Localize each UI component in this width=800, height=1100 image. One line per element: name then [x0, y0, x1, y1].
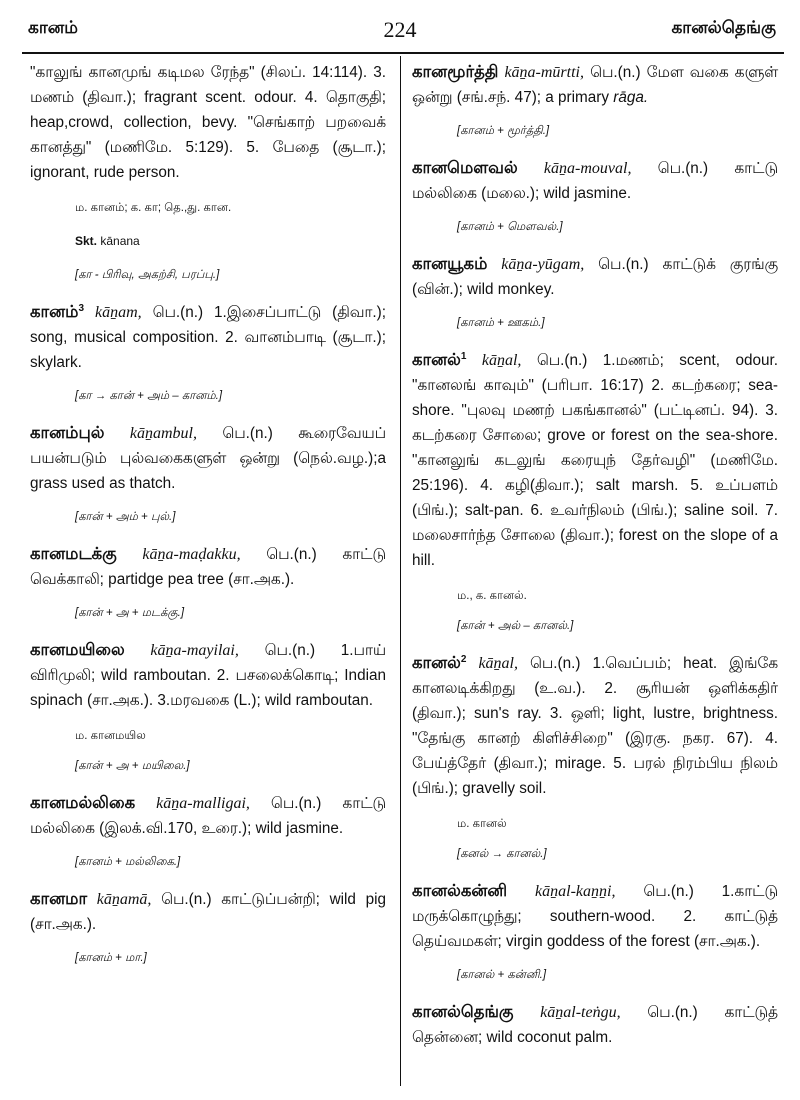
etymology: [கானம் + மௌவல்.] — [457, 221, 563, 233]
headword: கானம் — [30, 303, 79, 321]
etymology: [கானம் + மல்லிகை.] — [75, 856, 181, 868]
transliteration: kāṉa-mayilai, — [150, 642, 239, 659]
transliteration: kāṉambul, — [129, 425, 197, 442]
transliteration: kāṉamā, — [96, 891, 152, 908]
headword: கானல்தெங்கு — [412, 1003, 514, 1021]
transliteration: kāṉa-maḍakku, — [142, 546, 241, 563]
entry-body: பெ.(n.) காட்டு மல்லிகை (இலக்.வி.170, உரை.); wild jasmine. — [30, 795, 387, 837]
entry-kanamalligai — [30, 791, 386, 841]
entry-body: பெ.(n.) காட்டுக் குரங்கு (வின்.); wild monkey. — [412, 256, 779, 298]
cognates: ம. கானல் — [457, 818, 507, 830]
left-column — [30, 60, 386, 983]
entry-body: பெ.(n.) 1.காட்டு மருக்கொழுந்து; southern-wood. 2. காட்டுத் தெய்வமகள்; virgin goddess of the forest (சா.அக.). — [412, 883, 779, 950]
entry-body: பெ.(n.) 1.மணம்; scent, odour. "கானலங் காவும்" (பரிபா. 16:17) 2. கடற்கரை; sea-shore. "புலவு மணற் பகங்கானல்" (பட்டினப். 94). 3. கடற்கரை சோலை; grove or forest on the sea-shore. "கானலுங் கடலுங் கரையுந் தேர்வழி" (மணிமே. 25:196). 4. கழி(திவா.); salt marsh. 5. உப்பளம் (பிங்.); salt-pan. 6. உவர்நிலம் (பிங்.); saline soil. 7. மலைசார்ந்த சோலை (திவா.); forest on the slope of a hill. — [412, 352, 778, 569]
entry-body: பெ.(n.) காட்டு வெக்காலி; partidge pea tree (சா.அக.). — [30, 546, 387, 588]
cognates: ம. கானமயில — [75, 730, 146, 742]
entry-body: பெ.(n.) 1.வெப்பம்; heat. இங்கே கானலடிக்கிறது (உ.வ.). 2. சூரியன் ஒளிக்கதிர் (திவா.); sun's ray. 3. ஒளி; light, lustre, brightness. "தேங்கு கானற் கிளிச்சிறை" (இரகு. நகர. 67). 4. பேய்த்தேர் (திவா.); mirage. 5. பரல் நிரம்பிய நிலம் (பிங்.); gravelly soil. — [412, 655, 779, 797]
cognates: ம. கானம்; க. கா; தெ.,து. கான. — [75, 202, 232, 214]
etymology: [கா - பிரிவு, அகற்சி, பரப்பு.] — [75, 269, 220, 281]
skt-word: kānana — [100, 234, 140, 248]
transliteration: kāṉal, — [478, 655, 518, 672]
entry-body: பெ.(n.) கூரைவேயப் பயன்படும் புல்வகைகளுள் ஒன்று (நெல்.வழ.);a grass used as thatch. — [30, 425, 387, 492]
homonym-number: 3 — [78, 302, 85, 314]
entry-kanayugam — [412, 252, 778, 302]
entry-kanal-2 — [412, 651, 778, 801]
entry-body: பெ.(n.) 1.பாய் விரிமுலி; wild ramboutan. 2. பசலைக்கொடி; Indian spinach (சா.அக.). 3.மரவகை (L.); wild ramboutan. — [30, 642, 387, 709]
transliteration: kāṉam, — [94, 304, 142, 321]
raga-term: rāga. — [613, 89, 649, 106]
transliteration: kāṉa-yūgam, — [501, 256, 585, 273]
entry-kanamouval — [412, 156, 778, 206]
right-column — [412, 60, 778, 1058]
headword: கானயூகம் — [412, 255, 488, 273]
sanskrit-note — [75, 229, 386, 254]
etymology: [கனல் → கானல்.] — [457, 848, 547, 860]
entry-kanambul — [30, 421, 386, 496]
headword: கானல் — [412, 654, 461, 672]
headword: கானமடக்கு — [30, 545, 117, 563]
header-guide-word-left: கானம் — [28, 18, 78, 37]
headword: கானமூர்த்தி — [412, 63, 499, 81]
entry-body: "காலுங் கானமுங் கடிமல ரேந்த" (சிலப். 14:114). 3. மணம் (திவா.); fragrant scent. odour. 4. தொகுதி; heap,crowd, collection, bevy. "செங்காற் பறவைக் கானத்து" (மணிமே. 5:129). 5. பேதை (சூடா.); ignorant, rude person. — [30, 64, 386, 181]
etymology: [கானம் + ஊகம்.] — [457, 317, 545, 329]
header-guide-word-right: கானல்தெங்கு — [671, 18, 776, 37]
transliteration: kāṉa-mouval, — [543, 160, 632, 177]
page-number: 224 — [383, 17, 417, 42]
entry-body: பெ.(n.) 1.இசைப்பாட்டு (திவா.); song, musical composition. 2. வானம்பாடி (சூடா.); skylark. — [30, 304, 386, 371]
header-rule — [22, 52, 784, 54]
column-divider — [400, 56, 401, 1086]
entry-kanalkanni — [412, 879, 778, 954]
etymology: [கானல் + கன்னி.] — [457, 969, 547, 981]
entry-continuation — [30, 60, 386, 185]
homonym-number: 2 — [460, 653, 467, 665]
entry-kanamayilai — [30, 638, 386, 713]
headword: கானமயிலை — [30, 641, 125, 659]
etymology: [கான் + அ + மடக்கு.] — [75, 607, 185, 619]
transliteration: kāṉal-kaṉṉi, — [535, 883, 616, 900]
headword: கானல்கன்னி — [412, 882, 508, 900]
etymology: [கான் + அல் – கானல்.] — [457, 620, 574, 632]
etymology: [கானம் + மா.] — [75, 952, 147, 964]
transliteration: kāṉa-mūrtti, — [504, 64, 584, 81]
headword: கானமா — [30, 890, 88, 908]
entry-body: பெ.(n.) காட்டுப்பன்றி; wild pig (சா.அக.). — [30, 891, 387, 933]
transliteration: kāṉal-teṅgu, — [540, 1004, 621, 1021]
etymology: [கா → கான் + அம் – கானம்.] — [75, 390, 223, 402]
entry-kanamurtti — [412, 60, 778, 110]
etymology: [கானம் + மூர்த்தி.] — [457, 125, 550, 137]
page-header — [0, 0, 800, 52]
entry-kanamadakku — [30, 542, 386, 592]
transliteration: kāṉal, — [481, 352, 522, 369]
entry-kanal-1 — [412, 348, 778, 573]
headword: கானமௌவல் — [412, 159, 518, 177]
entry-body: பெ.(n.) மேள வகை களுள் ஒன்று (சங்.சந். 47); a primary — [412, 64, 779, 106]
entry-kanaltengu — [412, 1000, 778, 1050]
headword: கானல் — [412, 351, 461, 369]
cognates: ம., க. கானல். — [457, 590, 527, 602]
homonym-number: 1 — [460, 350, 467, 362]
entry-kanama — [30, 887, 386, 937]
entry-body: பெ.(n.) காட்டு மல்லிகை (மலை.); wild jasmine. — [412, 160, 778, 202]
headword: கானம்புல் — [30, 424, 105, 442]
transliteration: kāṉa-malligai, — [156, 795, 250, 812]
skt-label: Skt. — [75, 234, 98, 248]
etymology: [கான் + அம் + புல்.] — [75, 511, 176, 523]
entry-kanam-3 — [30, 300, 386, 375]
etymology: [கான் + அ + மயிலை.] — [75, 760, 190, 772]
headword: கானமல்லிகை — [30, 794, 136, 812]
entry-body: பெ.(n.) காட்டுத் தென்னை; wild coconut palm. — [412, 1004, 779, 1046]
